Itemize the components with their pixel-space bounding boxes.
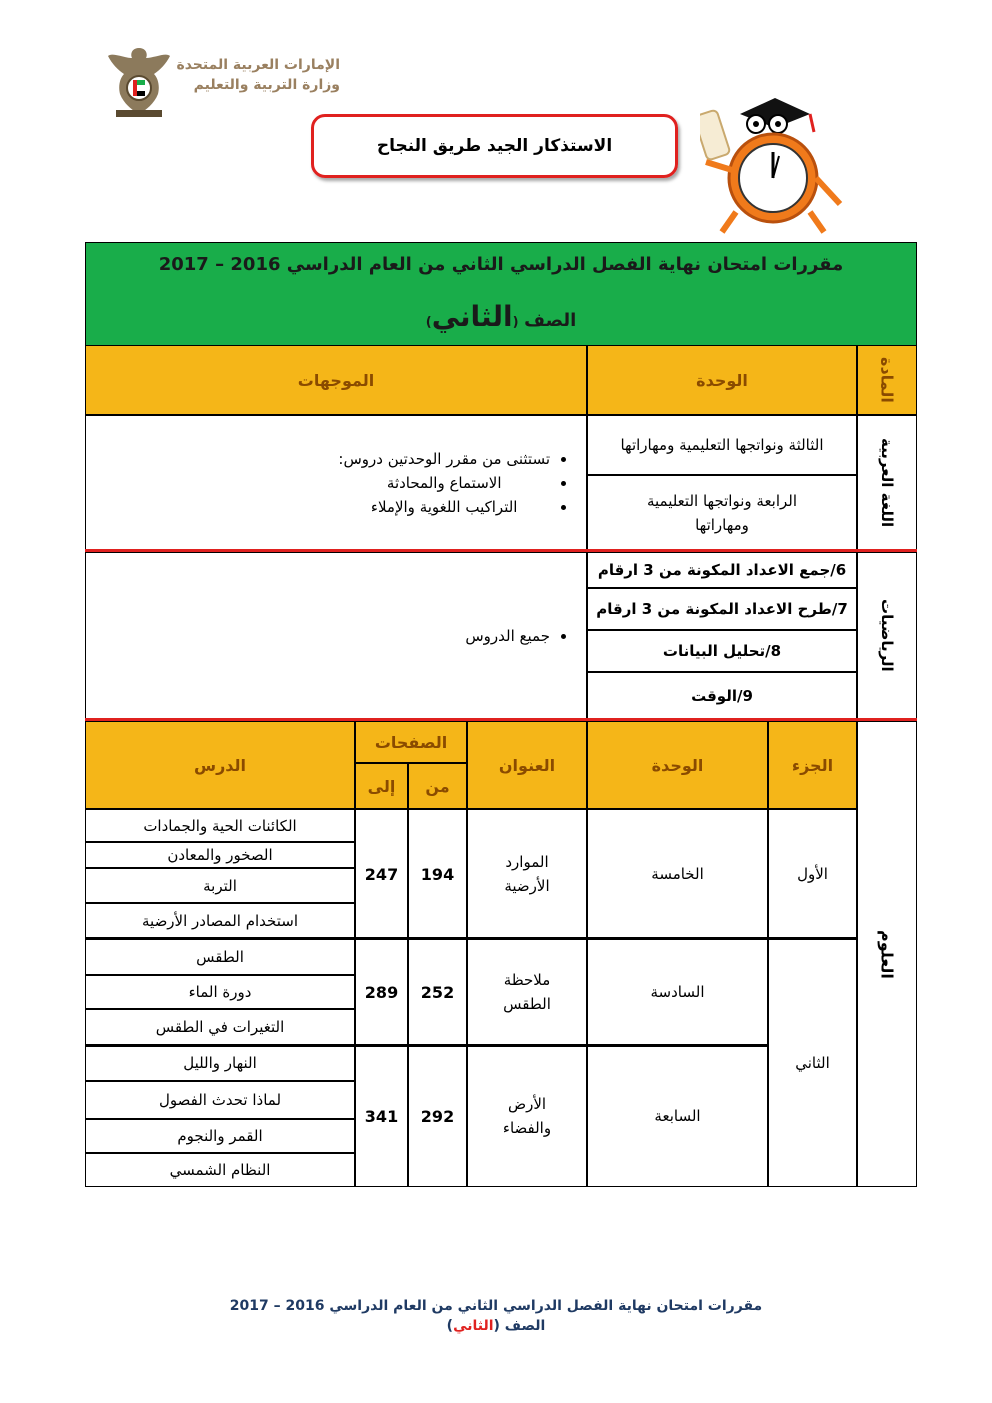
lesson-label: الصخور والمعادن <box>167 846 273 864</box>
science-to-5-label: 247 <box>364 864 399 884</box>
science-pages-header-label: الصفحات <box>374 732 448 752</box>
science-to-5 <box>355 809 408 939</box>
science-from-7-label: 292 <box>420 1106 455 1126</box>
lesson-label: الكائنات الحية والجمادات <box>143 816 297 835</box>
science-title-header-label: العنوان <box>498 755 556 775</box>
science-from-6 <box>408 939 467 1045</box>
science-unit-6 <box>587 939 768 1045</box>
arabic-unit1: الثالثة ونواتجها التعليمية ومهاراتها <box>620 436 824 454</box>
guidance-header-label: الموجهات <box>297 370 375 390</box>
science-title-6 <box>467 939 587 1045</box>
unit-header-label: الوحدة <box>696 370 748 390</box>
math-unit-8 <box>587 630 857 672</box>
science-unit-5 <box>587 809 768 939</box>
science-unit-6-label: السادسة <box>650 983 705 1001</box>
group-divider <box>85 937 857 940</box>
list-item: • جميع الدروس <box>465 624 550 648</box>
arabic-unit2: الرابعة ونواتجها التعليمية ومهاراتها <box>646 491 798 534</box>
table-row <box>85 842 355 868</box>
science-from-header <box>408 763 467 809</box>
science-unit-7-label: السابعة <box>654 1107 701 1125</box>
science-unit-5-label: الخامسة <box>651 865 704 883</box>
science-to-header-label: إلى <box>367 776 396 796</box>
science-to-header <box>355 763 408 809</box>
science-unit-header <box>587 721 768 809</box>
lesson-label: استخدام المصادر الأرضية <box>142 912 298 930</box>
ministry-name <box>170 55 340 95</box>
science-to-7 <box>355 1045 408 1187</box>
lesson-label: التغيرات في الطقس <box>155 1018 285 1036</box>
science-title-7 <box>467 1045 587 1187</box>
arabic-subject-cell <box>857 415 917 550</box>
lesson-label: لماذا تحدث الفصول <box>158 1091 282 1109</box>
science-title-6-label: ملاحظة الطقس <box>503 971 551 1013</box>
math-subject-label: الرياضيات <box>878 599 896 672</box>
list-item: • تستثنى من مقرر الوحدتين دروس: <box>338 447 550 471</box>
table-row <box>85 1153 355 1187</box>
list-item: • التراكيب اللغوية والإملاء <box>338 495 550 519</box>
science-title-5-label: الموارد الأرضية <box>504 853 550 895</box>
science-subject-label: العلوم <box>877 929 897 979</box>
science-title-header <box>467 721 587 809</box>
page-title-text: مقررات امتحان نهاية الفصل الدراسي الثاني من العام الدراسي 2016 – 2017 <box>158 254 844 275</box>
unit-header <box>587 345 857 415</box>
footer-title-text: مقررات امتحان نهاية الفصل الدراسي الثاني من العام الدراسي 2016 – 2017 <box>229 1298 763 1314</box>
footer-grade: الصف (الثاني) <box>446 1318 546 1334</box>
table-row <box>85 809 355 842</box>
science-part1-label: الأول <box>797 865 828 883</box>
math-unit-9-label: 9/الوقت <box>691 686 753 705</box>
science-lesson-header <box>85 721 355 809</box>
uae-emblem-icon <box>104 44 174 120</box>
math-unit-6-label: 6/جمع الاعداد المكونة من 3 ارقام <box>597 561 847 579</box>
page-title <box>85 254 917 275</box>
science-part1-cell <box>768 809 857 939</box>
science-pages-header <box>355 721 467 763</box>
footer-grade-name: الثاني <box>453 1318 494 1334</box>
lesson-label: النهار والليل <box>183 1054 257 1072</box>
guidance-header <box>85 345 587 415</box>
table-row <box>85 1119 355 1153</box>
science-unit-header-label: الوحدة <box>651 755 704 775</box>
arabic-subject-label: اللغة العربية <box>878 437 896 528</box>
table-row <box>85 975 355 1009</box>
group-divider <box>85 1044 768 1047</box>
arabic-guidance-cell <box>85 415 587 550</box>
table-row <box>85 868 355 903</box>
clock-mascot-icon <box>700 92 845 242</box>
math-unit-9 <box>587 672 857 719</box>
table-row <box>85 1045 355 1081</box>
math-guidance-cell <box>85 552 587 719</box>
science-unit-7 <box>587 1045 768 1187</box>
list-item: • الاستماع والمحادثة <box>338 471 550 495</box>
science-subject-cell <box>857 721 917 1187</box>
slogan-box <box>311 114 678 178</box>
lesson-label: القمر والنجوم <box>177 1127 263 1145</box>
science-to-7-label: 341 <box>364 1106 399 1126</box>
science-from-5-label: 194 <box>420 864 455 884</box>
science-to-6-label: 289 <box>364 982 399 1002</box>
table-row <box>85 1009 355 1045</box>
math-unit-6 <box>587 552 857 588</box>
grade-title <box>85 300 917 333</box>
science-part2-label: الثاني <box>795 1054 830 1072</box>
table-row <box>85 903 355 939</box>
science-lesson-header-label: الدرس <box>193 755 247 775</box>
subject-header-label: المادة <box>877 357 897 403</box>
table-row <box>85 1081 355 1119</box>
grade-name: الثاني <box>431 300 513 333</box>
lesson-label: النظام الشمسي <box>169 1161 271 1179</box>
science-part2-cell <box>768 939 857 1187</box>
science-title-7-label: الأرض والفضاء <box>502 1095 552 1137</box>
science-part-header <box>768 721 857 809</box>
math-subject-cell <box>857 552 917 719</box>
grade-prefix: الصف <box>524 310 577 331</box>
grade-open: ( <box>512 315 519 330</box>
lesson-label: دورة الماء <box>188 983 252 1001</box>
subject-header <box>857 345 917 415</box>
math-guidance-list <box>465 624 576 648</box>
science-from-5 <box>408 809 467 939</box>
science-from-7 <box>408 1045 467 1187</box>
math-unit-7 <box>587 588 857 630</box>
grade-close: ) <box>425 315 432 330</box>
footer-grade-prefix: الصف <box>504 1318 546 1334</box>
footer-title <box>0 1298 992 1314</box>
arabic-unit1-cell <box>587 415 857 475</box>
lesson-label: الطقس <box>196 948 244 966</box>
arabic-guidance-list <box>338 447 576 519</box>
table-row <box>85 939 355 975</box>
arabic-unit2-cell <box>587 475 857 550</box>
science-to-6 <box>355 939 408 1045</box>
ministry-line1: الإمارات العربية المتحدة <box>176 57 340 73</box>
lesson-label: التربة <box>203 876 237 895</box>
slogan-text: الاستذكار الجيد طريق النجاح <box>376 136 613 156</box>
math-unit-8-label: 8/تحليل البيانات <box>662 642 782 660</box>
ministry-line2: وزارة التربية والتعليم <box>193 77 340 93</box>
science-from-6-label: 252 <box>420 982 455 1002</box>
science-part-header-label: الجزء <box>791 755 834 775</box>
science-from-header-label: من <box>425 776 450 796</box>
math-unit-7-label: 7/طرح الاعداد المكونة من 3 ارقام <box>596 600 848 618</box>
science-title-5 <box>467 809 587 939</box>
